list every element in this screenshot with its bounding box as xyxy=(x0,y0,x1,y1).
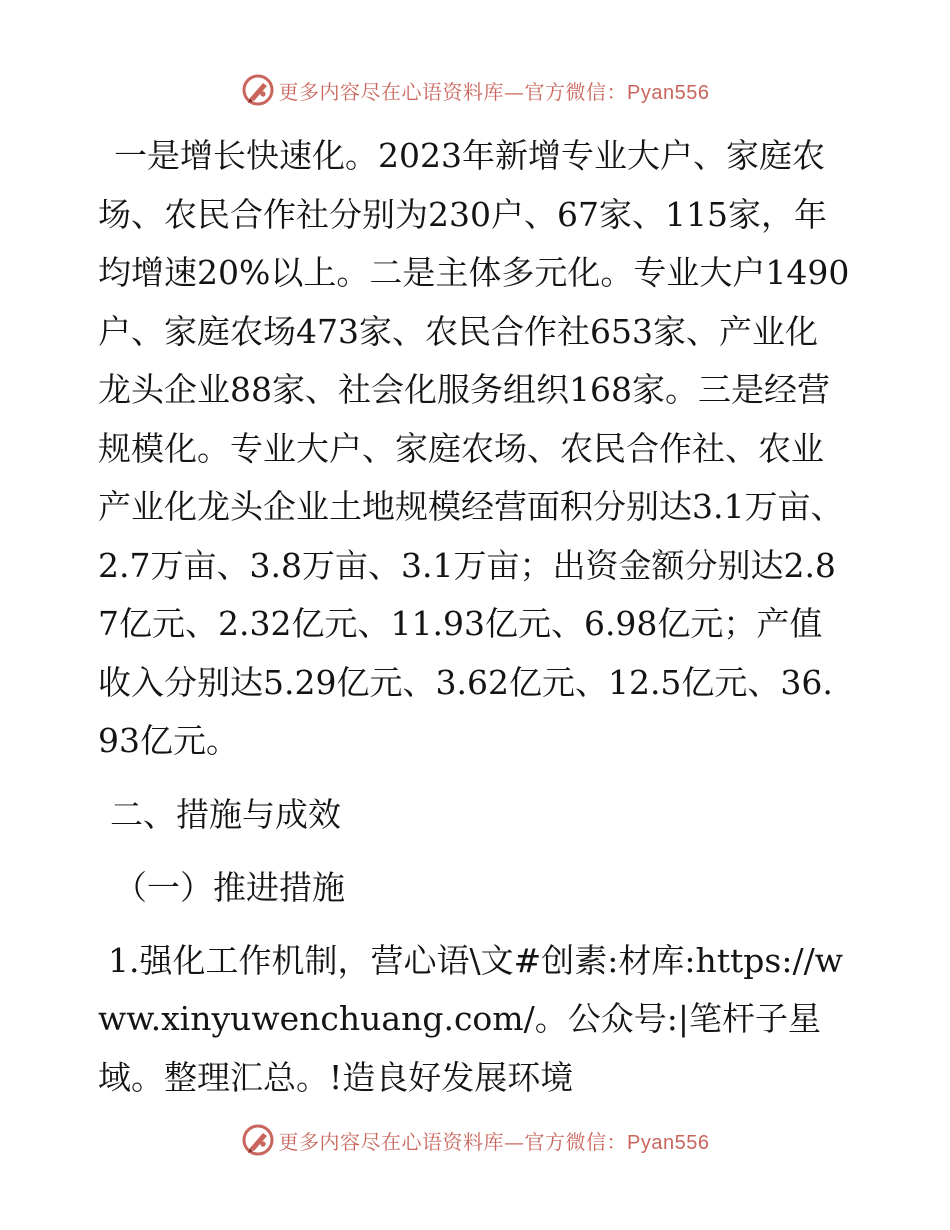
list-item-1 xyxy=(98,932,850,1108)
paragraph-overview: 一是增长快速化。2023年新增专业大户、家庭农场、农民合作社分别为230户、67家、115家，年均增速20%以上。二是主体多元化。专业大户1490户、家庭农场473家、农民合作社653家、产业化龙头企业88家、社会化服务组织168家。三是经营规模化。专业大户、家庭农场、农民合作社、农业产业化龙头企业土地规模经营面积分别达3.1万亩、2.7万亩、3.8万亩、3.1万亩；出资金额分别达2.87亿元、2.32亿元、11.93亿元、6.98亿元；产值收入分别达5.29亿元、3.62亿元、12.5亿元、36.93亿元。 xyxy=(98,136,850,760)
watermark-text: 更多内容尽在心语资料库—官方微信：Pyan556 xyxy=(278,79,710,104)
pen-logo-icon xyxy=(241,73,275,107)
pen-logo-icon xyxy=(241,1123,275,1157)
document-body xyxy=(98,127,850,1107)
watermark-banner-top xyxy=(0,70,950,110)
list-item-1-lead: 1.强化工作机制，营心语\文#创素:材库: xyxy=(108,940,696,980)
watermark-banner-bottom xyxy=(0,1120,950,1160)
section-heading: 二、措施与成效 xyxy=(110,794,341,834)
subsection-heading: （一）推进措施 xyxy=(114,868,345,907)
list-item-1-rest: https://www.xinyuwenchuang.com/。公众号:|笔杆子星域。整理汇总。!造良好发展环境 xyxy=(98,940,843,1097)
watermark-text: 更多内容尽在心语资料库—官方微信：Pyan556 xyxy=(278,1129,710,1154)
